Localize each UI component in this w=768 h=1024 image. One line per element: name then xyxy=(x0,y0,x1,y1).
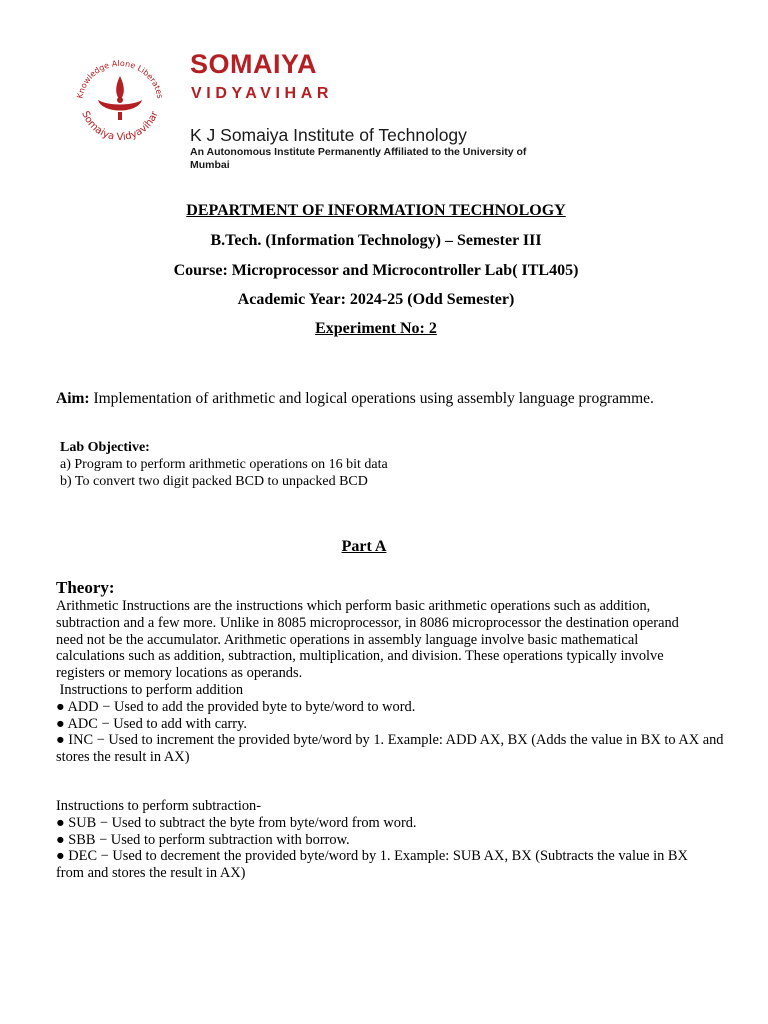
theory-line: Arithmetic Instructions are the instructions which perform basic arithmetic operations such as addition, xyxy=(56,598,651,614)
programme-heading: B.Tech. (Information Technology) – Semester III xyxy=(210,232,542,249)
aim-paragraph xyxy=(56,390,728,407)
addition-item: ● ADC − Used to add with carry. xyxy=(56,715,247,732)
lab-objective-item: a) Program to perform arithmetic operations on 16 bit data xyxy=(60,457,388,472)
logo-arc-bottom-text: Somaiya Vidyavihar xyxy=(79,109,161,144)
addition-heading: Instructions to perform addition xyxy=(56,681,244,698)
subtraction-item: ● SUB − Used to subtract the byte from byte/word from word. xyxy=(56,814,417,831)
subtraction-item: ● DEC − Used to decrement the provided byte/word by 1. Example: SUB AX, BX (Subtracts the value in BX from and stores the result in AX) xyxy=(56,848,688,882)
lab-objective xyxy=(60,439,732,490)
subtraction-heading: Instructions to perform subtraction- xyxy=(56,798,262,814)
aim-label: Aim: xyxy=(56,390,90,407)
aim-text: Implementation of arithmetic and logical operations using assembly language programme. xyxy=(89,390,654,407)
theory-heading: Theory: xyxy=(56,578,115,597)
part-a-heading: Part A xyxy=(341,538,387,555)
academic-year-heading: Academic Year: 2024-25 (Odd Semester) xyxy=(237,291,515,308)
affiliation-line: An Autonomous Institute Permanently Affiliated to the University of xyxy=(190,146,527,158)
theory-line: subtraction and a few more. Unlike in 8085 microprocessor, in 8086 microprocessor the destination operand xyxy=(56,614,679,631)
department-heading: DEPARTMENT OF INFORMATION TECHNOLOGY xyxy=(186,202,566,219)
course-heading: Course: Microprocessor and Microcontroller Lab( ITL405) xyxy=(173,262,579,279)
somaiya-logo xyxy=(68,48,172,152)
brand-subtitle: VIDYAVIHAR xyxy=(191,85,334,102)
lab-objective-heading: Lab Objective: xyxy=(60,440,150,455)
addition-item: ● INC − Used to increment the provided byte/word by 1. Example: ADD AX, BX (Adds the value in BX to AX and stores the result in AX) xyxy=(56,732,724,766)
subtraction-item: ● SBB − Used to perform subtraction with borrow. xyxy=(56,831,350,848)
experiment-heading: Experiment No: 2 xyxy=(315,320,437,337)
affiliation-line: Mumbai xyxy=(190,159,230,171)
institute-name: K J Somaiya Institute of Technology xyxy=(190,125,467,145)
theory-line: need not be the accumulator. Arithmetic operations in assembly language involve basic mathematical xyxy=(56,631,639,648)
logo-arc-top-text: Knowledge Alone Liberates xyxy=(75,58,165,100)
lab-objective-item: b) To convert two digit packed BCD to unpacked BCD xyxy=(60,474,368,489)
addition-item: ● ADD − Used to add the provided byte to byte/word to word. xyxy=(56,698,416,715)
institute-affiliation xyxy=(190,146,590,172)
theory-line: registers or memory locations as operands. xyxy=(56,665,303,682)
theory-section xyxy=(56,598,728,766)
theory-line: calculations such as addition, subtraction, multiplication, and division. These operations typically involve xyxy=(56,648,664,665)
subtraction-section xyxy=(56,798,728,882)
brand-name: SOMAIYA xyxy=(190,49,318,79)
lamp-flame-icon xyxy=(116,76,124,100)
